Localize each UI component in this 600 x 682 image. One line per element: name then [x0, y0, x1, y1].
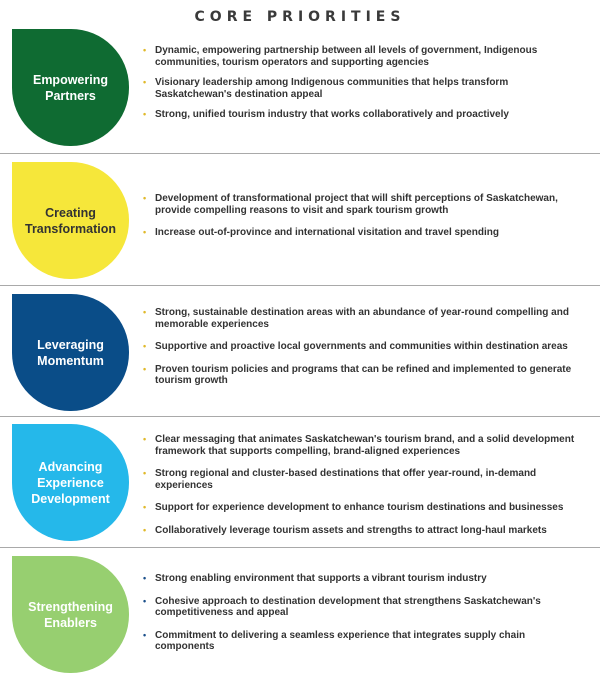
priority-item: • Commitment to delivering a seamless experience that integrates supply chain components — [143, 630, 583, 653]
priority-name-line: Experience — [37, 475, 104, 490]
priority-name-line: Enablers — [44, 615, 97, 630]
priority-badge-strengthening-enablers — [12, 556, 129, 673]
priority-item: • Proven tourism policies and programs that can be refined and implemented to generate tourism growth — [143, 364, 583, 387]
priority-item: • Development of transformational project that will shift perceptions of Saskatchewan, provide compelling reasons to visit and spark tourism growth — [143, 193, 583, 216]
priority-items-empowering-partners — [143, 45, 583, 132]
priority-item: • Support for experience development to enhance tourism destinations and businesses — [143, 502, 583, 514]
priority-item: • Clear messaging that animates Saskatchewan's tourism brand, and a solid development framework that supports compelling, brand-aligned experiences — [143, 434, 583, 457]
priority-name-line: Strengthening — [28, 599, 113, 614]
priority-item: • Strong enabling environment that supports a vibrant tourism industry — [143, 573, 583, 585]
priority-item: • Collaboratively leverage tourism assets and strengths to attract long-haul markets — [143, 525, 583, 537]
section-divider — [0, 547, 600, 548]
priority-items-creating-transformation — [143, 193, 583, 250]
priority-item: • Supportive and proactive local governments and communities within destination areas — [143, 341, 583, 353]
page-title: CORE PRIORITIES — [194, 9, 406, 25]
priority-items-strengthening-enablers — [143, 573, 583, 664]
priority-badge-creating-transformation — [12, 162, 129, 279]
priority-item: • Strong regional and cluster-based destinations that offer year-round, in-demand experiences — [143, 468, 583, 491]
priority-name-line: Momentum — [37, 353, 104, 368]
priority-item: • Increase out-of-province and international visitation and travel spending — [143, 227, 583, 239]
priority-items-leveraging-momentum — [143, 307, 583, 398]
priority-item: • Visionary leadership among Indigenous communities that helps transform Saskatchewan's destination appeal — [143, 77, 583, 100]
priority-item: • Cohesive approach to destination development that strengthens Saskatchewan's competitiveness and appeal — [143, 596, 583, 619]
priority-name-line: Partners — [45, 88, 96, 103]
section-divider — [0, 153, 600, 154]
priority-item: • Strong, unified tourism industry that works collaboratively and proactively — [143, 109, 583, 121]
priority-badge-empowering-partners — [12, 29, 129, 146]
priority-badge-advancing-experience-development — [12, 424, 129, 541]
section-divider — [0, 285, 600, 286]
priority-name-line: Leveraging — [37, 337, 104, 352]
priority-name-line: Development — [31, 491, 110, 506]
section-divider — [0, 416, 600, 417]
priority-badge-leveraging-momentum — [12, 294, 129, 411]
priority-name-line: Empowering — [32, 72, 108, 87]
priority-items-advancing-experience-development — [143, 434, 583, 547]
priority-name-line: Advancing — [38, 459, 103, 474]
priority-name-line: Creating — [45, 205, 96, 220]
priority-item: • Dynamic, empowering partnership between all levels of government, Indigenous communities, tourism operators and supporting agencies — [143, 45, 583, 68]
priority-name-line: Transformation — [25, 221, 116, 236]
priority-item: • Strong, sustainable destination areas with an abundance of year-round compelling and memorable experiences — [143, 307, 583, 330]
